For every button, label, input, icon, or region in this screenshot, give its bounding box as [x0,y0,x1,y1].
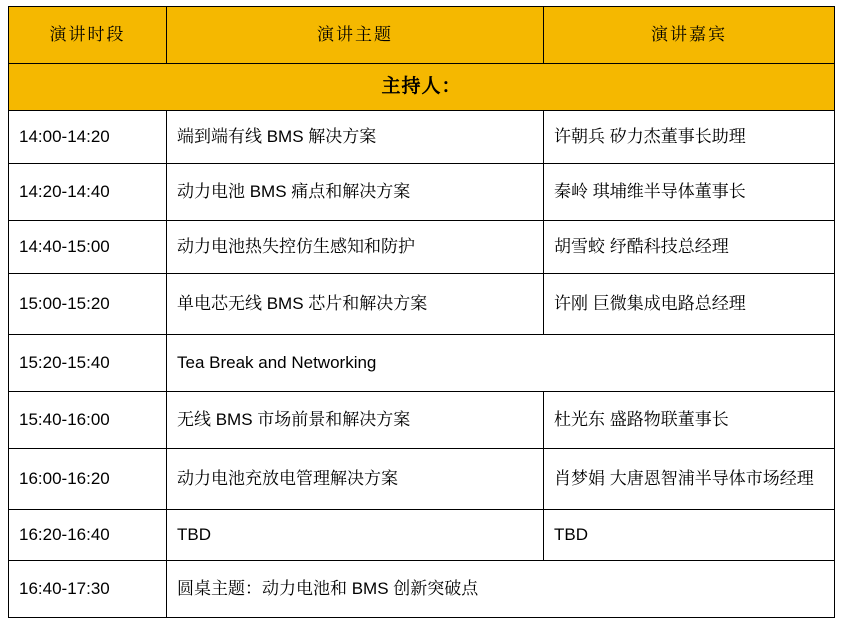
row-time: 14:40-15:00 [9,221,167,274]
row-guest: 许朝兵 矽力杰董事长助理 [544,111,835,164]
row-time: 16:40-17:30 [9,561,167,618]
row-topic: 动力电池 BMS 痛点和解决方案 [167,164,544,221]
row-topic: 单电芯无线 BMS 芯片和解决方案 [167,274,544,335]
header-row [9,7,835,64]
row-guest: 许刚 巨微集成电路总经理 [544,274,835,335]
table-row [9,392,835,449]
row-time: 15:20-15:40 [9,335,167,392]
host-label: 主持人： [9,64,835,111]
column-header-time: 演讲时段 [9,7,167,64]
column-header-guest: 演讲嘉宾 [544,7,835,64]
row-topic: 动力电池充放电管理解决方案 [167,449,544,510]
row-topic: Tea Break and Networking [167,335,835,392]
row-topic: 端到端有线 BMS 解决方案 [167,111,544,164]
row-topic: 动力电池热失控仿生感知和防护 [167,221,544,274]
row-topic: 无线 BMS 市场前景和解决方案 [167,392,544,449]
table-row [9,164,835,221]
row-topic: TBD [167,510,544,561]
table-row [9,449,835,510]
table-row [9,274,835,335]
row-guest: 肖梦娟 大唐恩智浦半导体市场经理 [544,449,835,510]
row-time: 16:00-16:20 [9,449,167,510]
row-guest: TBD [544,510,835,561]
table-row [9,221,835,274]
row-time: 14:00-14:20 [9,111,167,164]
table-row [9,561,835,618]
agenda-table [8,6,835,618]
row-guest: 秦岭 琪埔维半导体董事长 [544,164,835,221]
row-time: 15:00-15:20 [9,274,167,335]
row-guest: 杜光东 盛路物联董事长 [544,392,835,449]
row-time: 15:40-16:00 [9,392,167,449]
table-body [9,64,835,618]
table-row [9,111,835,164]
table-row [9,510,835,561]
row-guest: 胡雪蛟 纾酷科技总经理 [544,221,835,274]
column-header-topic: 演讲主题 [167,7,544,64]
row-topic: 圆桌主题：动力电池和 BMS 创新突破点 [167,561,835,618]
table-header [9,7,835,64]
row-time: 14:20-14:40 [9,164,167,221]
host-row [9,64,835,111]
row-time: 16:20-16:40 [9,510,167,561]
table-row [9,335,835,392]
